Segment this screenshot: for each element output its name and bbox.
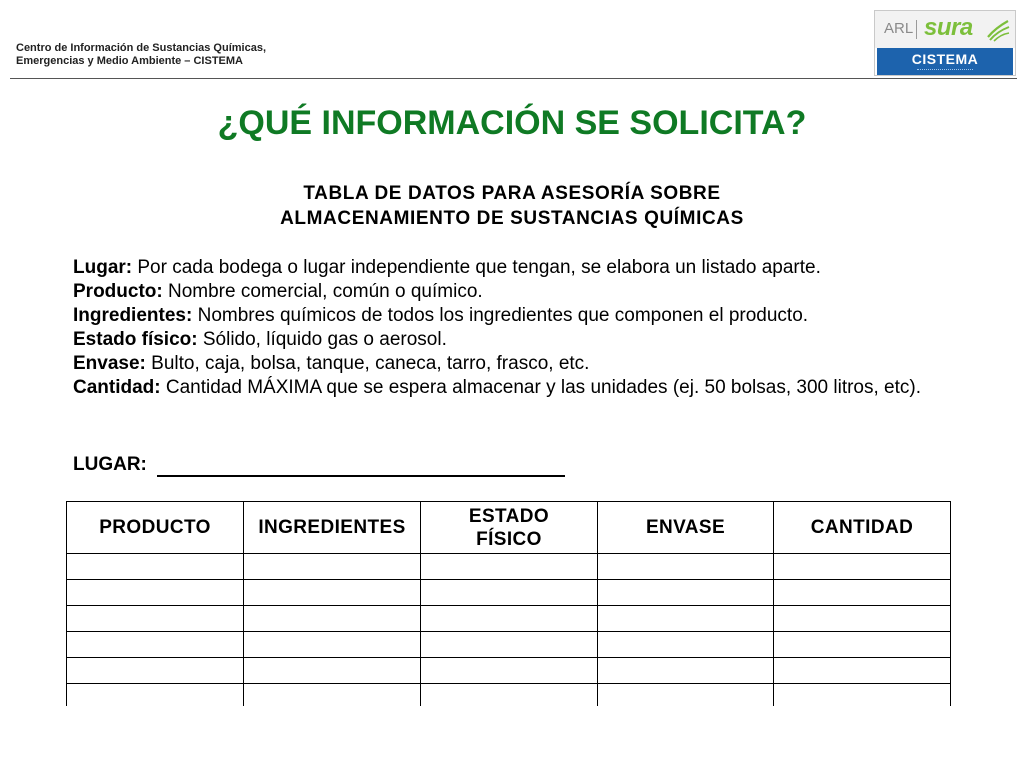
- logo-cistema-text: CISTEMA: [911, 51, 979, 67]
- table-cell: [244, 658, 421, 684]
- table-row: [67, 684, 951, 707]
- table-row: [67, 658, 951, 684]
- header-envase: ENVASE: [598, 502, 774, 554]
- table-cell: [67, 580, 244, 606]
- table-cell: [421, 658, 598, 684]
- table-cell: [244, 606, 421, 632]
- organization-name-line2: Emergencias y Medio Ambiente – CISTEMA: [16, 55, 243, 67]
- table-cell: [774, 632, 951, 658]
- definition-text: Bulto, caja, bolsa, tanque, caneca, tarro, frasco, etc.: [145, 353, 590, 374]
- table-cell: [67, 606, 244, 632]
- table-cell: [67, 684, 244, 707]
- table-cell: [421, 684, 598, 707]
- table-row: [67, 606, 951, 632]
- header-estado-fisico: [421, 502, 598, 554]
- table-cell: [244, 580, 421, 606]
- page-title: ¿QUÉ INFORMACIÓN SE SOLICITA?: [217, 104, 807, 142]
- definition-producto: [73, 280, 953, 304]
- header-estado-line2: FÍSICO: [476, 528, 542, 550]
- logo-arl-text: ARL: [884, 20, 914, 37]
- definition-term: Cantidad:: [73, 377, 161, 398]
- table-cell: [67, 658, 244, 684]
- header-ingredientes: INGREDIENTES: [244, 502, 421, 554]
- logo-dotted-line: [917, 69, 973, 70]
- definition-term: Producto:: [73, 281, 163, 302]
- definition-cantidad: [73, 376, 953, 400]
- table-title-line2: ALMACENAMIENTO DE SUSTANCIAS QUÍMICAS: [280, 208, 744, 229]
- table-cell: [598, 580, 774, 606]
- table-cell: [774, 554, 951, 580]
- sura-wing-icon: [985, 17, 1011, 43]
- table-cell: [774, 580, 951, 606]
- organization-name: [16, 42, 266, 68]
- table-row: [67, 632, 951, 658]
- table-header-row: [67, 502, 951, 554]
- definition-text: Sólido, líquido gas o aerosol.: [197, 329, 447, 350]
- arl-sura-cistema-logo: [874, 10, 1016, 76]
- definition-term: Estado físico:: [73, 329, 198, 350]
- definition-text: Nombres químicos de todos los ingredientes que componen el producto.: [192, 305, 809, 326]
- definition-text: Cantidad MÁXIMA que se espera almacenar y las unidades (ej. 50 bolsas, 300 litros, etc).: [160, 377, 922, 398]
- lugar-blank-line: [157, 475, 565, 477]
- table-cell: [598, 684, 774, 707]
- table-row: [67, 554, 951, 580]
- logo-bottom-band: [877, 48, 1013, 75]
- definition-lugar: [73, 256, 953, 280]
- logo-separator: [916, 20, 917, 39]
- table-cell: [598, 606, 774, 632]
- logo-top-band: [875, 11, 1015, 48]
- table-cell: [244, 554, 421, 580]
- definitions-list: [73, 256, 953, 400]
- table-cell: [421, 632, 598, 658]
- table-cell: [421, 554, 598, 580]
- definition-term: Lugar:: [73, 257, 133, 278]
- logo-sura-text: sura: [924, 14, 973, 41]
- header-divider: [10, 78, 1017, 79]
- storage-data-table: [66, 501, 951, 706]
- table-cell: [244, 632, 421, 658]
- table-cell: [598, 554, 774, 580]
- table-cell: [67, 554, 244, 580]
- table-cell: [244, 684, 421, 707]
- table-cell: [421, 606, 598, 632]
- table-cell: [421, 580, 598, 606]
- table-cell: [774, 658, 951, 684]
- header-estado-line1: ESTADO: [468, 505, 550, 527]
- definition-text: Nombre comercial, común o químico.: [162, 281, 483, 302]
- definition-estado-fisico: [73, 328, 953, 352]
- lugar-label: LUGAR:: [73, 454, 147, 475]
- table-cell: [598, 632, 774, 658]
- definition-term: Envase:: [73, 353, 146, 374]
- header-cantidad: CANTIDAD: [774, 502, 951, 554]
- table-title-line1: TABLA DE DATOS PARA ASESORÍA SOBRE: [303, 183, 721, 204]
- definition-text: Por cada bodega o lugar independiente que tengan, se elabora un listado aparte.: [132, 257, 821, 278]
- table-cell: [67, 632, 244, 658]
- table-title: [0, 181, 1024, 231]
- definition-envase: [73, 352, 953, 376]
- table-cell: [774, 606, 951, 632]
- lugar-field: [73, 454, 573, 478]
- organization-name-line1: Centro de Información de Sustancias Químicas,: [16, 42, 267, 54]
- definition-term: Ingredientes:: [73, 305, 193, 326]
- table-cell: [774, 684, 951, 707]
- header-producto: PRODUCTO: [67, 502, 244, 554]
- definition-ingredientes: [73, 304, 953, 328]
- table-cell: [598, 658, 774, 684]
- table-row: [67, 580, 951, 606]
